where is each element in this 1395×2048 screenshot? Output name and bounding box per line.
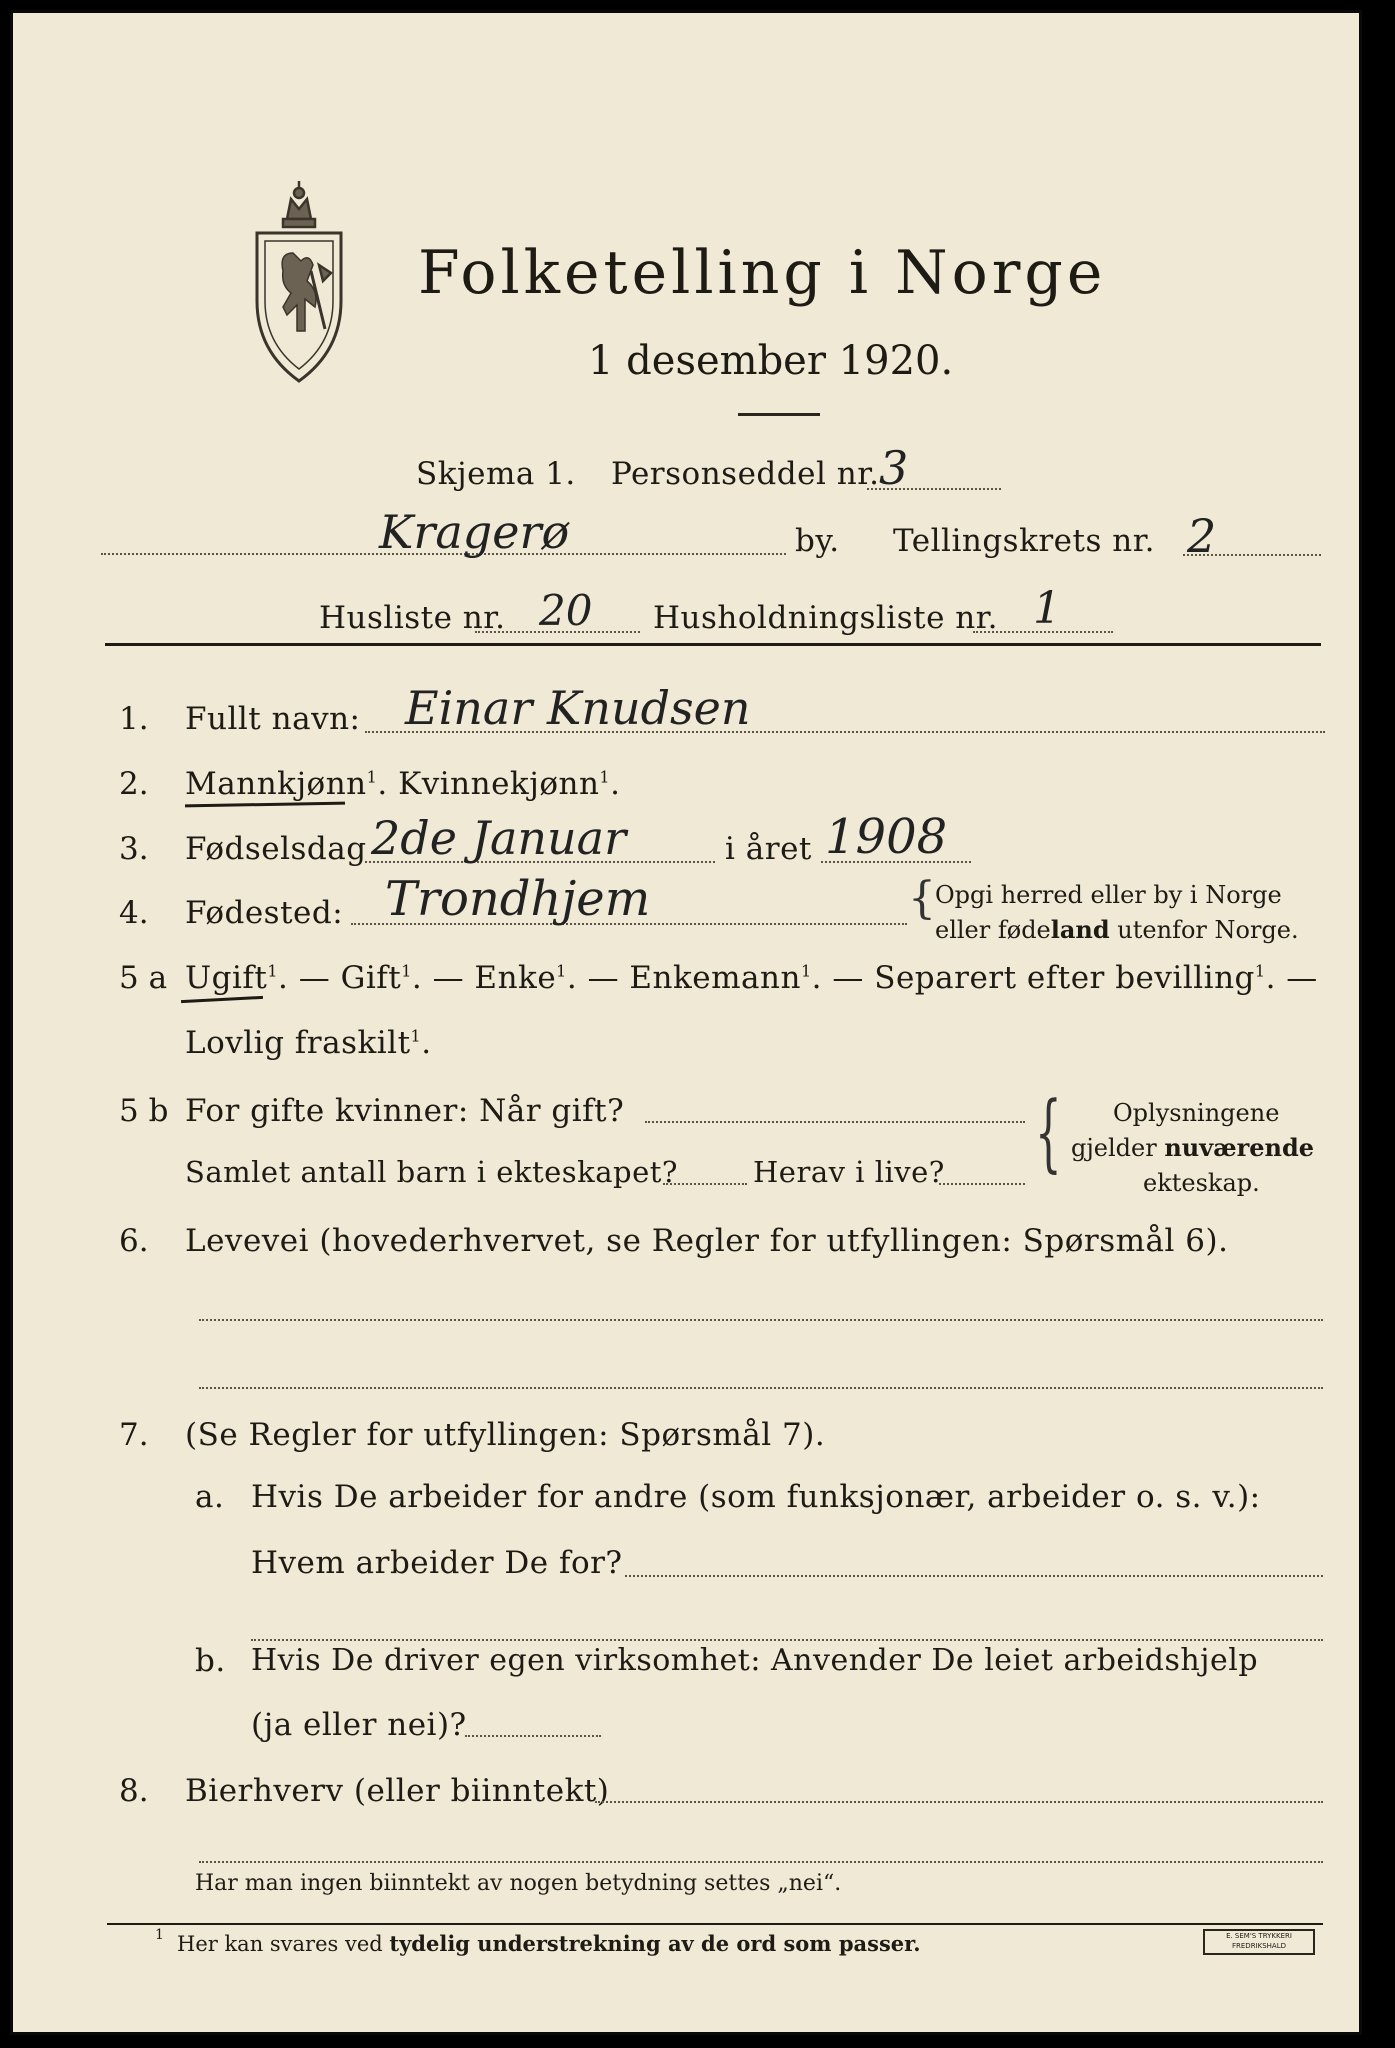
q5b-brace: { xyxy=(1035,1083,1062,1181)
q7b-answer-line xyxy=(465,1735,601,1737)
q1-value[interactable]: Einar Knudsen xyxy=(405,681,751,735)
q3-year-value[interactable]: 1908 xyxy=(825,809,948,865)
by-label: by. xyxy=(795,523,840,559)
q5a-fraskilt[interactable]: Lovlig fraskilt xyxy=(185,1025,411,1061)
personseddel-value[interactable]: 3 xyxy=(879,441,909,495)
footer-note: Har man ingen biinntekt av nogen betydning settes „nei“. xyxy=(195,1871,842,1896)
husliste-label: Husliste nr. xyxy=(319,600,506,636)
q7-number: 7. xyxy=(119,1417,149,1453)
q5b-line2b: Herav i live? xyxy=(753,1155,945,1189)
q5b-line2a: Samlet antall barn i ekteskapet? xyxy=(185,1155,678,1189)
form-title: Folketelling i Norge xyxy=(418,238,1107,308)
q7b-line2: (ja eller nei)? xyxy=(251,1707,467,1743)
husliste-value[interactable]: 20 xyxy=(539,586,593,635)
q2-options: Mannkjønn$^1$. Kvinnekjønn$^1$. xyxy=(185,766,621,802)
q5b-note3: ekteskap. xyxy=(1143,1169,1260,1197)
q2-male[interactable]: Mannkjønn xyxy=(185,766,367,802)
printer-stamp: E. SEM'S TRYKKERI FREDRIKSHALD xyxy=(1203,1929,1315,1955)
q8-answer-line1 xyxy=(595,1801,1323,1803)
q7a-answer-line2 xyxy=(251,1639,1323,1641)
q6-number: 6. xyxy=(119,1223,149,1259)
q5b-number: 5 b xyxy=(119,1093,169,1129)
q6-answer-line1 xyxy=(199,1319,1323,1321)
q5b-children-line xyxy=(663,1183,747,1185)
husholdning-label: Husholdningsliste nr. xyxy=(653,600,999,636)
q5a-ugift[interactable]: Ugift xyxy=(185,960,268,996)
q5b-married-line xyxy=(645,1121,1025,1123)
q5a-options: Ugift$^1$. — Gift$^1$. — Enke$^1$. — Enkemann$^1$. — Separert efter bevilling$^1$. — xyxy=(185,960,1318,996)
tellingskrets-value[interactable]: 2 xyxy=(1187,509,1217,563)
q4-brace: { xyxy=(908,873,936,924)
footnote-mark: 1 xyxy=(155,1927,164,1943)
q6-text: Levevei (hovederhvervet, se Regler for utfyllingen: Spørsmål 6). xyxy=(185,1223,1229,1259)
q8-answer-line2 xyxy=(199,1861,1323,1863)
q5a-underline-mark xyxy=(181,996,263,1003)
q2-number: 2. xyxy=(119,766,149,802)
personseddel-label: Personseddel nr. xyxy=(611,456,880,492)
q7b-label: b. xyxy=(195,1643,226,1679)
q3-number: 3. xyxy=(119,831,149,867)
q7-text: (Se Regler for utfyllingen: Spørsmål 7). xyxy=(185,1417,826,1453)
skjema-label: Skjema 1. xyxy=(416,456,576,492)
q7a-answer-line1 xyxy=(625,1575,1323,1577)
footer-rule xyxy=(107,1923,1323,1925)
q7a-line2: Hvem arbeider De for? xyxy=(251,1545,623,1581)
q3-label: Fødselsdag xyxy=(185,831,367,867)
tellingskrets-label: Tellingskrets nr. xyxy=(893,523,1155,559)
q5a-line2: Lovlig fraskilt$^1$. xyxy=(185,1025,432,1061)
q2-female[interactable]: Kvinnekjønn xyxy=(398,766,600,802)
q5b-note1: Oplysningene xyxy=(1113,1099,1280,1127)
q3-year-label: i året xyxy=(725,831,812,867)
q8-number: 8. xyxy=(119,1773,149,1809)
q5b-alive-line xyxy=(939,1183,1025,1185)
coat-of-arms-icon xyxy=(249,181,349,389)
q5b-note2: gjelder nuværende xyxy=(1071,1133,1315,1162)
q1-number: 1. xyxy=(119,701,149,737)
q4-label: Fødested: xyxy=(185,895,344,931)
q7a-line1: Hvis De arbeider for andre (som funksjonær, arbeider o. s. v.): xyxy=(251,1479,1261,1515)
q2-underline-mark xyxy=(185,802,345,808)
q4-number: 4. xyxy=(119,895,149,931)
q7b-line1: Hvis De driver egen virksomhet: Anvender De leiet arbeidshjelp xyxy=(251,1643,1259,1678)
q7a-label: a. xyxy=(195,1479,225,1515)
q4-value[interactable]: Trondhjem xyxy=(385,871,651,927)
form-date: 1 desember 1920. xyxy=(588,338,954,384)
q6-answer-line2 xyxy=(199,1387,1323,1389)
q8-text: Bierhverv (eller biinntekt) xyxy=(185,1773,610,1809)
q5b-line1: For gifte kvinner: Når gift? xyxy=(185,1093,625,1129)
q1-label: Fullt navn: xyxy=(185,701,361,737)
place-value[interactable]: Kragerø xyxy=(379,505,570,559)
husholdning-value[interactable]: 1 xyxy=(1033,583,1061,634)
census-form xyxy=(10,10,1362,2035)
q5a-number: 5 a xyxy=(119,960,168,996)
q3-value[interactable]: 2de Januar xyxy=(371,811,627,865)
q4-note-line1: Opgi herred eller by i Norge xyxy=(935,881,1282,909)
q4-note-line2: eller fødeland utenfor Norge. xyxy=(935,915,1299,944)
header-rule xyxy=(105,643,1321,646)
title-divider xyxy=(738,413,820,416)
footnote-text: Her kan svares ved tydelig understrekning av de ord som passer. xyxy=(177,1931,921,1956)
